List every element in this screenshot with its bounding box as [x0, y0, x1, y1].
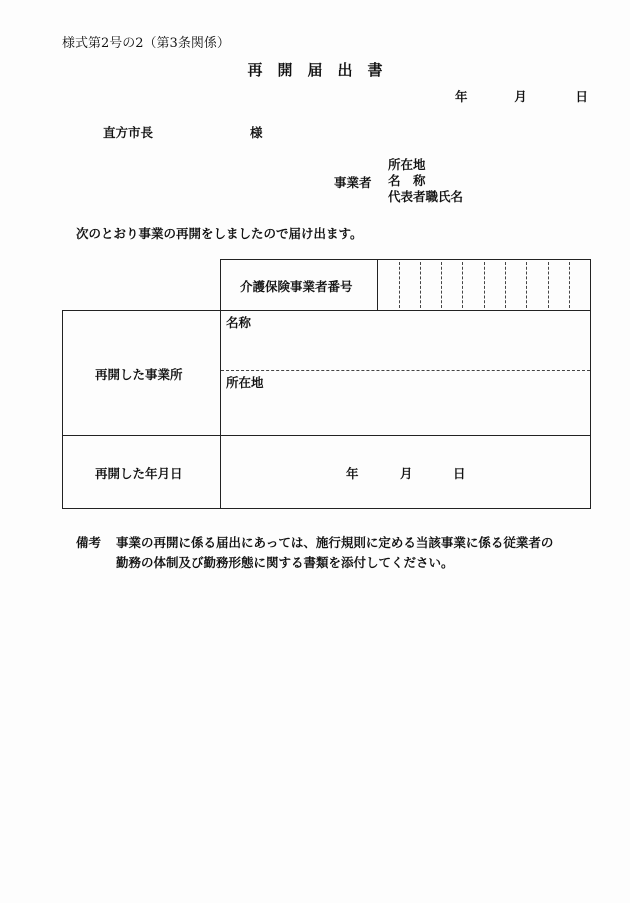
notes-text [116, 533, 553, 573]
date-day-label: 日 [575, 89, 588, 104]
addressee-honorific: 様 [250, 125, 263, 140]
document-title: 再 開 届 出 書 [247, 61, 383, 79]
provider-number-label: 介護保険事業者番号 [240, 279, 353, 294]
applicant-fields [388, 157, 463, 205]
addressee-name: 直方市長 [103, 125, 154, 140]
form-number: 様式第2号の2（第3条関係） [62, 36, 230, 51]
submission-date [455, 87, 588, 105]
date-year-label: 年 [455, 89, 468, 104]
reopen-date-year: 年 [346, 466, 359, 481]
reopen-date-day: 日 [453, 466, 466, 481]
applicant-name-label: 名 称 [388, 173, 426, 188]
reopen-date-month: 月 [400, 466, 413, 481]
reopen-date-label: 再開した年月日 [95, 466, 183, 481]
notes-line-1: 事業の再開に係る届出にあっては、施行規則に定める当該事業に係る従業者の [116, 535, 554, 550]
office-label: 再開した事業所 [95, 367, 183, 382]
statement-text: 次のとおり事業の再開をしましたので届け出ます。 [76, 226, 363, 241]
notes-label: 備考 [76, 535, 102, 550]
date-month-label: 月 [514, 89, 527, 104]
office-address-label: 所在地 [226, 375, 264, 390]
applicant-label: 事業者 [334, 175, 372, 190]
office-name-label: 名称 [226, 315, 252, 330]
applicant-representative-label: 代表者職氏名 [388, 189, 464, 204]
notes-line-2: 勤務の体制及び勤務形態に関する書類を添付してください。 [116, 555, 454, 570]
applicant-address-label: 所在地 [388, 157, 426, 172]
